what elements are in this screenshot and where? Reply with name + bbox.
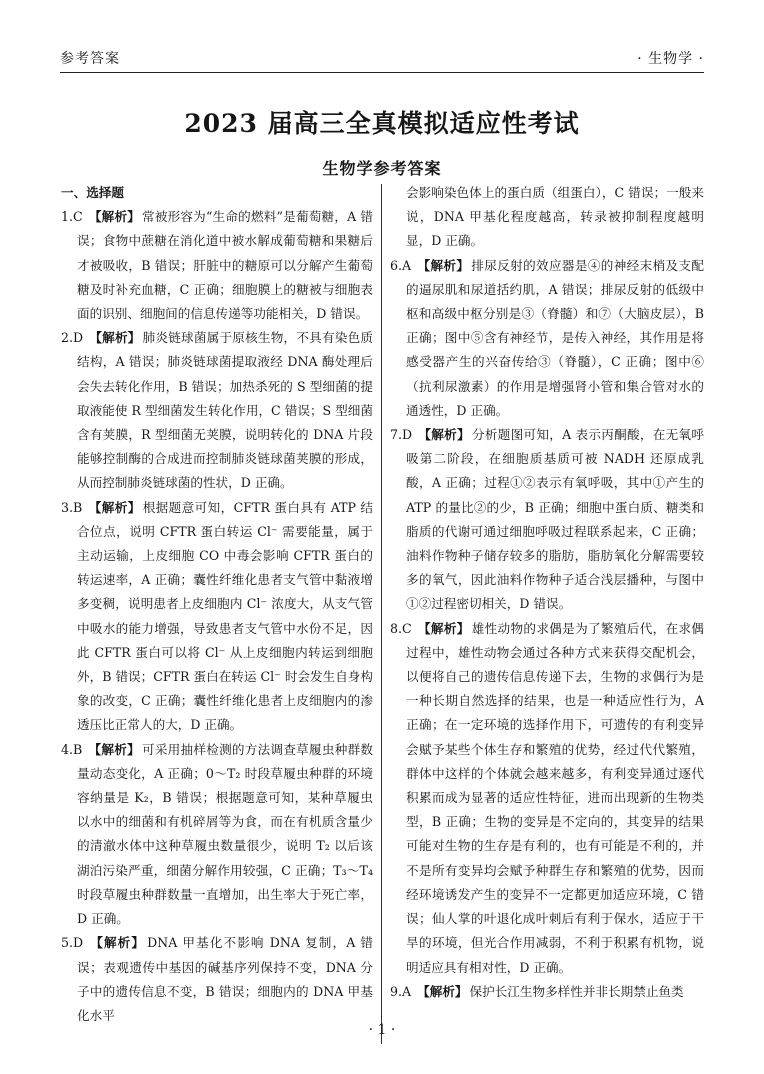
right-column [390,181,704,1004]
analysis-tag: 【解析】 [88,209,141,225]
page-number: · 1 · [368,1022,396,1038]
analysis-tag: 【解析】 [88,499,141,515]
page-header [60,48,704,72]
answer-letter: A [402,983,412,999]
answer-letter: D [73,330,84,346]
left-column [61,181,373,1028]
answer-item [61,931,373,1028]
question-number: 5. [61,935,74,951]
question-number: 2. [61,330,74,346]
question-number: 7. [390,427,403,443]
answer-letter: A [402,257,412,273]
analysis-text: DNA 甲基化不影响 DNA 复制，A 错误；表观遗传中基因的碱基序列保持不变，DNA 分子中的遗传信息不变，B 错误；细胞内的 DNA 甲基化水平 [77,935,374,1023]
answer-item [390,254,704,423]
question-number: 6. [390,257,403,273]
continued-text: 会影响染色体上的蛋白质（组蛋白），C 错误；一般来说，DNA 甲基化程度越高，转录被抑制程度越明显，D 正确。 [406,185,704,249]
section-heading: 一、选择题 [61,185,124,200]
answer-item [61,738,373,932]
answer-letter: B [73,499,83,515]
analysis-text: 排尿反射的效应器是④的神经末梢及支配的逼尿肌和尿道括约肌，A 错误；排尿反射的低级中枢和高级中枢分别是③（脊髓）和⑦（大脑皮层），B 正确；图中⑤含有神经节，是传入神经，其作用是将感受器产生的兴奋传给③（脊髓），C 正确；图中⑥（抗利尿激素）的作用是增强肾小管和集合管对水的通透性，D 正确。 [406,257,705,418]
answer-letter: D [402,427,413,443]
analysis-tag: 【解析】 [418,427,470,443]
analysis-text: 保护长江生物多样性并非长期禁止鱼类 [469,983,684,999]
analysis-tag: 【解析】 [89,330,141,346]
analysis-tag: 【解析】 [417,620,470,636]
header-rule [60,72,704,73]
answer-letter: B [73,741,83,757]
exam-title: 2023 届高三全真模拟适应性考试 [184,109,580,138]
analysis-tag: 【解析】 [417,983,468,999]
answer-item [390,423,704,617]
answer-subtitle: 生物学参考答案 [322,159,442,178]
analysis-tag: 【解析】 [88,741,140,757]
answer-letter: D [73,935,84,951]
answer-item [390,980,704,1004]
question-number: 4. [61,741,74,757]
analysis-tag: 【解析】 [89,935,146,951]
column-divider [381,184,382,1044]
analysis-text: 肺炎链球菌属于原核生物，不具有染色质结构，A 错误；肺炎链球菌提取液经 DNA 酶处理后会失去转化作用，B 错误；加热杀死的 S 型细菌的提取液能使 R 型细菌发生转化作用，C 错误；S 型细菌含有荚膜，R 型细菌无荚膜，说明转化的 DNA 片段能够控制酶的合成进而控制肺炎链球菌荚膜的形成，从而控制肺炎链球菌的性状，D 正确。 [77,330,374,491]
question-number: 1. [61,209,74,225]
analysis-text: 根据题意可知，CFTR 蛋白具有 ATP 结合位点，说明 CFTR 蛋白转运 Cl⁻ 需要能量，属于主动运输，上皮细胞 CO 中毒会影响 CFTR 蛋白的转运速率，A 正确；囊性纤维化患者支气管中黏液增多变稠，说明患者上皮细胞内 Cl⁻ 浓度大，从支气管中吸水的能力增强，导致患者支气管中水份不足，因此 CFTR 蛋白可以将 Cl⁻ 从上皮细胞内转运到细胞外，B 错误；CFTR 蛋白在转运 Cl⁻ 时会发生自身构象的改变，C 正确；囊性纤维化患者上皮细胞内的渗透压比正常人的大，D 正确。 [77,499,373,733]
header-label: 参考答案 [60,51,120,67]
answer-item [390,617,704,980]
analysis-text: 常被形容为“生命的燃料”是葡萄糖，A 错误；食物中蔗糖在消化道中被水解成葡萄糖和果糖后才被吸收，B 错误；肝脏中的糖原可以分解产生葡萄糖及时补充血糖，C 正确；细胞膜上的糖被与细胞表面的识别、细胞间的信息传递等功能相关，D 错误。 [77,209,374,322]
answer-letter: C [73,209,83,225]
answer-item [61,205,373,326]
question-number: 9. [390,983,403,999]
answer-letter: C [402,620,412,636]
answer-item [61,496,373,738]
answer-item [61,326,373,495]
analysis-text: 雄性动物的求偶是为了繁殖后代，在求偶过程中，雄性动物会通过各种方式来获得交配机会，以便将自己的遗传信息传递下去，生物的求偶行为是一种长期自然选择的结果，也是一种适应性行为，A 正确；在一定环境的选择作用下，可遗传的有利变异会赋予某些个体生存和繁殖的优势，经过代代繁殖，群体中这样的个体就会越来越多，有利变异通过逐代积累而成为显著的适应性特征，进而出现新的生物类型，B 正确；生物的变异是不定向的，其变异的结果可能对生物的生存是有利的，也有可能是不利的，并不是所有变异均会赋予种群生存和繁殖的优势，因而经环境诱发产生的变异不一定都更加适应环境，C 错误；仙人掌的叶退化成叶刺后有利于保水，适应于干旱的环境，但光合作用减弱，不利于积累有机物，说明适应具有相对性，D 正确。 [406,620,705,975]
header-subject: · 生物学 · [637,51,704,67]
analysis-text: 分析题图可知，A 表示丙酮酸，在无氧呼吸第二阶段，在细胞质基质可被 NADH 还原成乳酸，A 正确；过程①②表示有氧呼吸，其中①产生的 ATP 的量比②的少，B 正确；细胞中蛋白质、糖类和脂质的代谢可通过细胞呼吸过程联系起来，C 正确；油料作物种子储存较多的脂肪，脂肪氧化分解需要较多的氧气，因此油料作物种子适合浅层播种，与图中①②过程密切相关，D 错误。 [406,427,704,612]
question-number: 8. [390,620,403,636]
question-number: 3. [61,499,74,515]
analysis-text: 可采用抽样检测的方法调查草履虫种群数量动态变化，A 正确；0～T₂ 时段草履虫种群的环境容纳量是 K₂，B 错误；根据题意可知，某种草履虫以水中的细菌和有机碎屑等为食，而在有机质含量少的清澈水体中这种草履虫数量很少，说明 T₂ 以后该湖泊污染严重，细菌分解作用较强，C 正确；T₃～T₄ 时段草履虫种群数量一直增加，出生率大于死亡率，D 正确。 [77,741,374,927]
analysis-tag: 【解析】 [417,257,470,273]
